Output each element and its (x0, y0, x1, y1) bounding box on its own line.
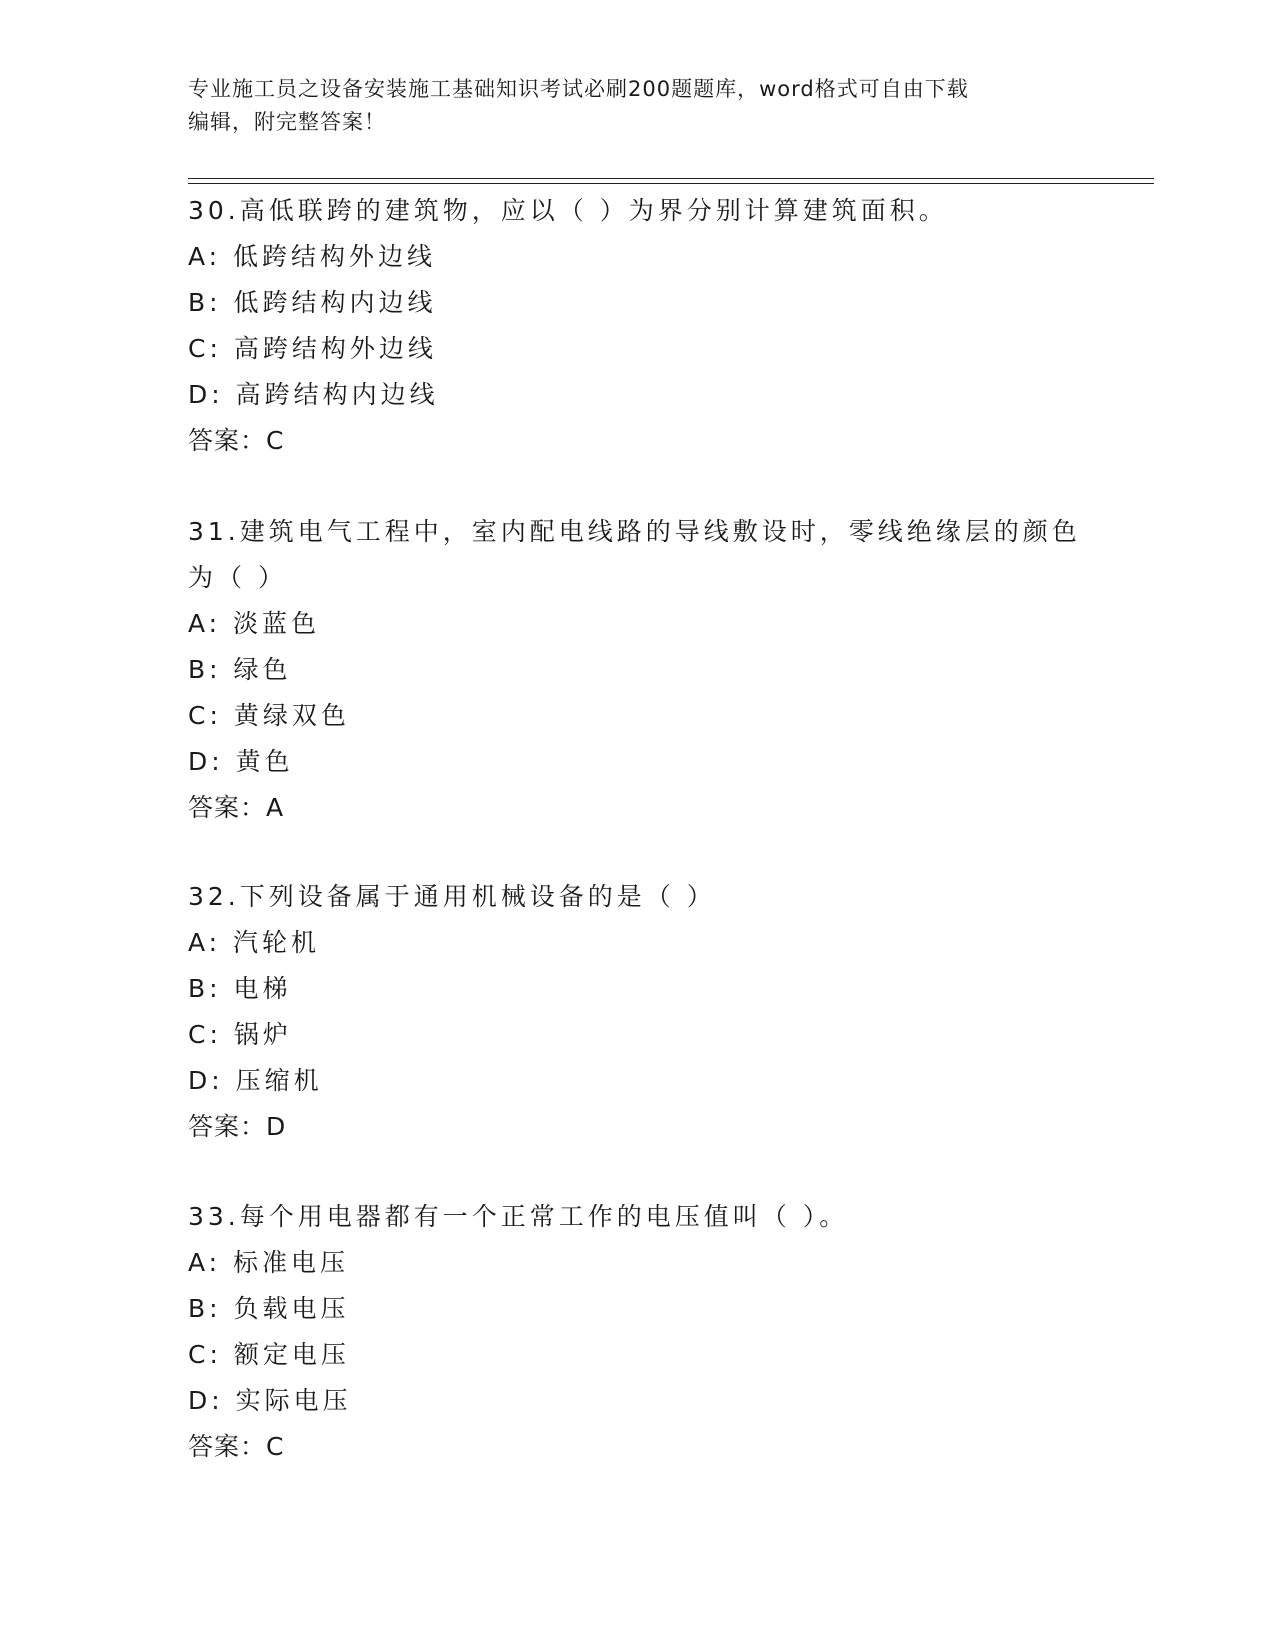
header-line-1: 专业施工员之设备安装施工基础知识考试必刷200题题库，word格式可自由下载 (188, 77, 969, 101)
question-31 (188, 509, 1088, 831)
question-32 (188, 874, 1088, 1150)
question-title: 32.下列设备属于通用机械设备的是（ ） (188, 882, 716, 911)
option-b: B: 电梯 (188, 974, 292, 1003)
question-title: 30.高低联跨的建筑物，应以（ ）为界分别计算建筑面积。 (188, 196, 948, 225)
option-c: C: 高跨结构外边线 (188, 334, 437, 363)
question-30 (188, 188, 1088, 464)
question-title: 33.每个用电器都有一个正常工作的电压值叫（ ）。 (188, 1202, 849, 1231)
option-d: D: 黄色 (188, 747, 294, 776)
option-c: C: 锅炉 (188, 1020, 292, 1049)
answer: 答案：C (188, 1432, 285, 1461)
option-a: A: 低跨结构外边线 (188, 242, 437, 271)
header-divider-bottom (188, 183, 1154, 184)
header-line-2: 编辑，附完整答案！ (188, 110, 386, 134)
header-divider-top (188, 178, 1154, 179)
option-b: B: 负载电压 (188, 1294, 350, 1323)
document-header (188, 73, 1088, 139)
option-c: C: 黄绿双色 (188, 701, 350, 730)
option-b: B: 绿色 (188, 655, 292, 684)
question-title-continued: 为（ ） (188, 563, 287, 592)
option-a: A: 淡蓝色 (188, 609, 321, 638)
answer: 答案：D (188, 1112, 287, 1141)
option-a: A: 标准电压 (188, 1248, 350, 1277)
option-d: D: 实际电压 (188, 1386, 352, 1415)
question-title: 31.建筑电气工程中，室内配电线路的导线敷设时，零线绝缘层的颜色 (188, 517, 1081, 546)
option-d: D: 压缩机 (188, 1066, 323, 1095)
option-c: C: 额定电压 (188, 1340, 350, 1369)
question-33 (188, 1194, 1088, 1470)
option-d: D: 高跨结构内边线 (188, 380, 439, 409)
option-a: A: 汽轮机 (188, 928, 321, 957)
answer: 答案：A (188, 793, 285, 822)
option-b: B: 低跨结构内边线 (188, 288, 437, 317)
answer: 答案：C (188, 426, 285, 455)
